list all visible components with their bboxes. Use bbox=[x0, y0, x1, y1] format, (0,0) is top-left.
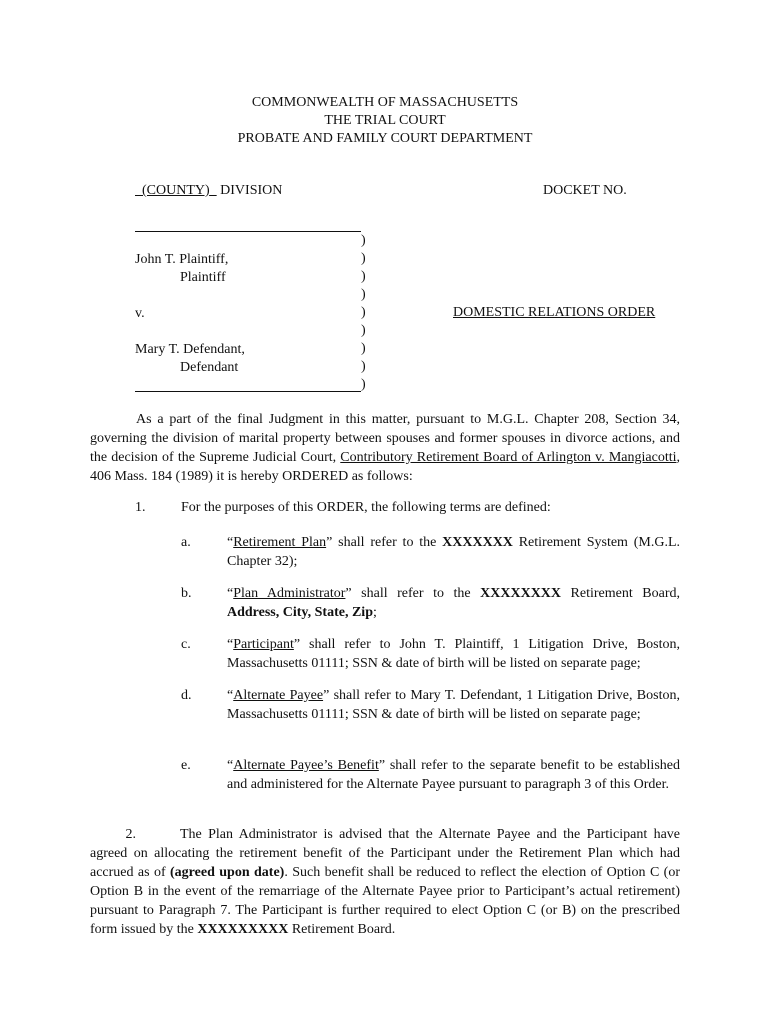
caption-bottom-rule bbox=[135, 391, 361, 392]
paragraph-2-number: 2. bbox=[125, 827, 136, 842]
paragraph-2: 2. The Plan Administrator is advised that the Alternate Payee and the Participant have agreed on allocating the retirement benefit of the Participant under the Retirement Plan which had accrued as of (agreed upon date). Such benefit shall be reduced to reflect the election of Option C (or Option B in the event of the remarriage of the Alternate Payee prior to Participant’s actual retirement) pursuant to Paragraph 7. The Participant is further required to elect Option C (or B) on the prescribed form issued by the XXXXXXXXX Retirement Board. bbox=[90, 827, 680, 937]
document-page: COMMONWEALTH OF MASSACHUSETTS THE TRIAL COURT PROBATE AND FAMILY COURT DEPARTMENT (COUNTY) DIVISION DOCKET NO. ) ) ) ) ) ) ) ) ) John T. Plaintiff, Plaintiff v. Mary T. Defendant, Defendant DOMESTIC RELATIONS ORDER As a part of the final Judgment in this matter, pursuant to M.G.L. Chapter 208, Section 34, governing the division of marital property between spouses and former spouses in divorce actions, and the decision of the Supreme Judicial Court, Contributory Retirement Board of Arlington v. Mangiacotti, 406 Mass. 184 (1989) it is hereby ORDERED as follows: 1. For the purposes of this ORDER, the following terms are defined: a. “Retirement Plan” shall refer to the XXXXXXX Retirement System (M.G.L. Chapter 32); b. “Plan Administrator” shall refer to the XXXXXXXX Retirement Board, Address, City, State, Zip; c. “Participant” shall refer to John T. Plaintiff, 1 Litigation Drive, Boston, Massachusetts 01111; SSN & date of birth will be listed on separate page; d. “Alternate Payee” shall refer to Mary T. Defendant, 1 Litigation Drive, Boston, Massachusetts 01111; SSN & date of birth will be listed on separate page; e. “Alternate Payee’s Benefit” shall refer to the separate benefit to be established and administered for the Alternate Payee pursuant to paragraph 3 of this Order. 2. The Plan Administrator is advised that the Alternate Payee and the Participant have agreed on allocating the retirement benefit of the Participant under the Retirement Plan which had accrued as of (agreed upon date). Such benefit shall be reduced to reflect the election of Option C (or Option B in the event of the remarriage of the Alternate Payee prior to Participant’s actual retirement) pursuant to Paragraph 7. The Participant is further required to elect Option C (or B) on the prescribed form issued by the XXXXXXXXX Retirement Board. bbox=[0, 0, 770, 1024]
defined-term: Alternate Payee bbox=[233, 688, 324, 703]
plaintiff-role: Plaintiff bbox=[180, 270, 226, 285]
defendant-name: Mary T. Defendant, bbox=[135, 342, 245, 357]
case-citation: Contributory Retirement Board of Arlington v. Mangiacotti bbox=[340, 450, 677, 465]
versus-label: v. bbox=[135, 306, 145, 321]
court-header bbox=[0, 94, 770, 148]
county-label: (COUNTY) bbox=[142, 183, 210, 198]
caption-top-rule bbox=[135, 231, 361, 232]
defined-term: Retirement Plan bbox=[233, 535, 327, 550]
county-division bbox=[135, 181, 282, 200]
defendant-role: Defendant bbox=[180, 360, 239, 375]
paragraph-1-number: 1. bbox=[135, 500, 146, 515]
order-title: DOMESTIC RELATIONS ORDER bbox=[453, 305, 656, 320]
paragraph-1-text: For the purposes of this ORDER, the following terms are defined: bbox=[181, 500, 551, 515]
docket-number-label: DOCKET NO. bbox=[543, 183, 627, 198]
division-label: DIVISION bbox=[220, 183, 283, 198]
plaintiff-name: John T. Plaintiff, bbox=[135, 252, 229, 267]
header-line-department: PROBATE AND FAMILY COURT DEPARTMENT bbox=[237, 131, 533, 146]
header-line-commonwealth: COMMONWEALTH OF MASSACHUSETTS bbox=[251, 95, 519, 110]
caption-parentheses: ) ) ) ) ) ) ) ) ) bbox=[361, 233, 366, 392]
case-caption bbox=[135, 214, 370, 394]
defined-term: Plan Administrator bbox=[233, 586, 346, 601]
defined-term: Participant bbox=[233, 637, 294, 652]
header-line-trial-court: THE TRIAL COURT bbox=[324, 113, 446, 128]
defined-term: Alternate Payee’s Benefit bbox=[233, 758, 379, 773]
intro-paragraph: As a part of the final Judgment in this matter, pursuant to M.G.L. Chapter 208, Section 34, governing the division of marital property between spouses and former spouses in divorce actions, and the decision of the Supreme Judicial Court, Contributory Retirement Board of Arlington v. Mangiacotti, 406 Mass. 184 (1989) it is hereby ORDERED as follows: bbox=[90, 412, 680, 484]
